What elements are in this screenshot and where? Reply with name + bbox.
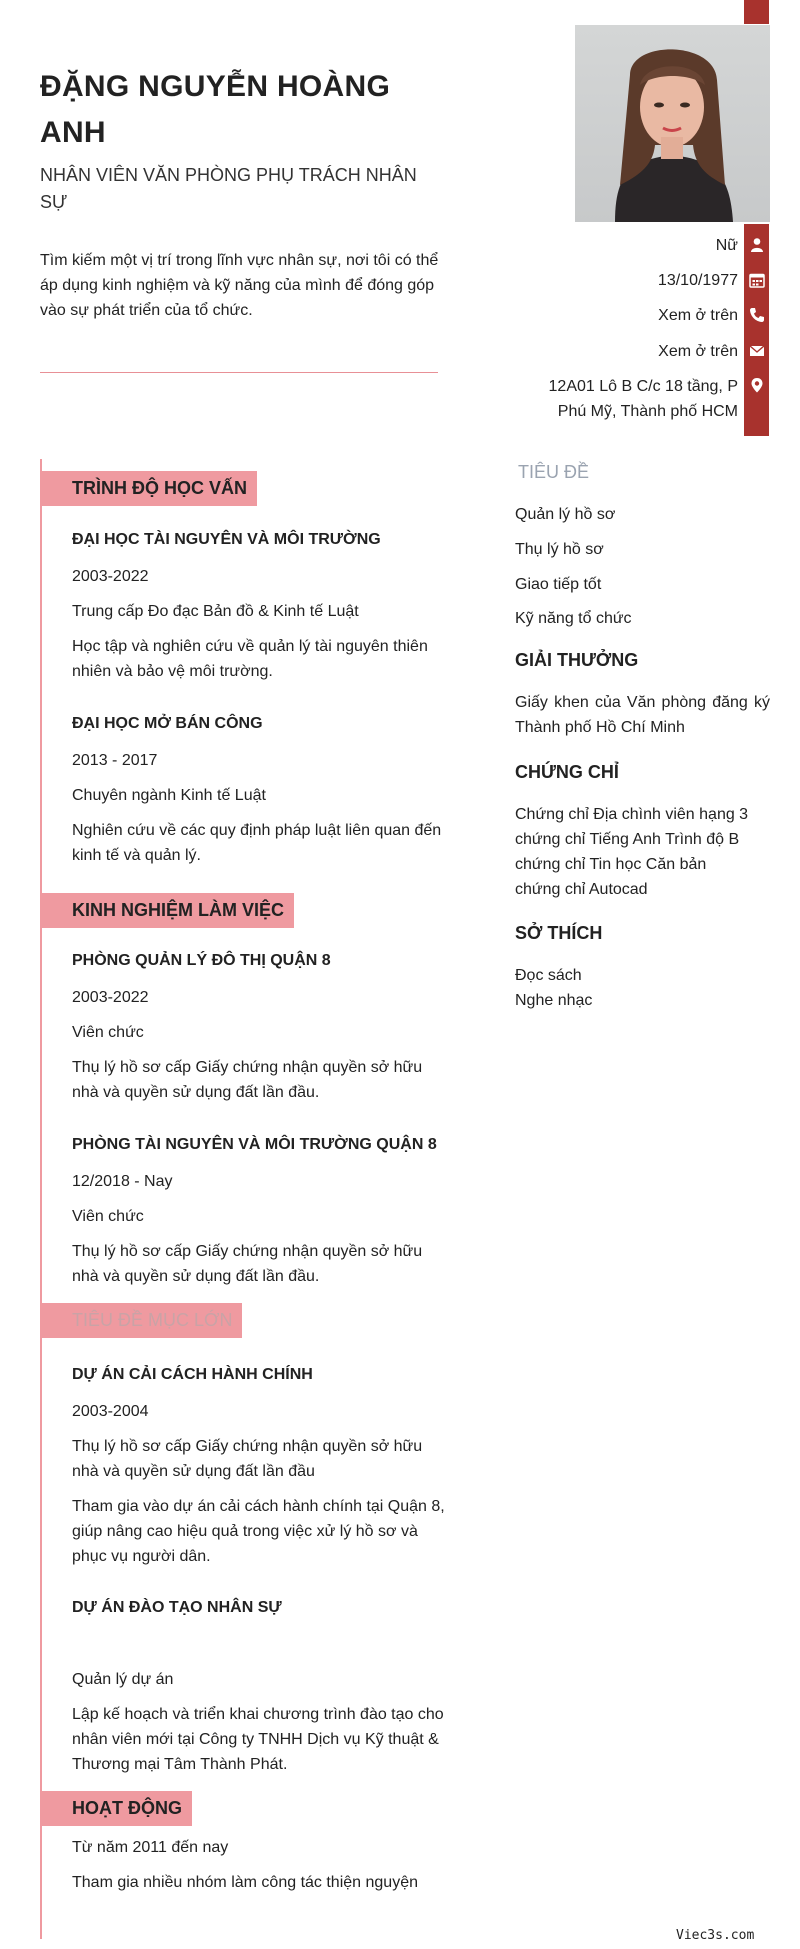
skill-item: Thụ lý hồ sơ — [515, 541, 604, 558]
project-name: DỰ ÁN ĐÀO TẠO NHÂN SỰ — [72, 1599, 282, 1616]
education-major: Trung cấp Đo đạc Bản đồ & Kinh tế Luật — [72, 603, 359, 620]
person-icon — [749, 237, 765, 253]
profile-photo — [575, 25, 770, 222]
gender-value: Nữ — [715, 237, 738, 254]
hobbies-heading: SỞ THÍCH — [515, 923, 603, 943]
education-period: 2013 - 2017 — [72, 752, 158, 769]
education-description: Nghiên cứu về các quy định pháp luật liên quan đến kinh tế và quản lý. — [72, 822, 442, 864]
calendar-icon — [749, 272, 765, 288]
company-name: PHÒNG TÀI NGUYÊN VÀ MÔI TRƯỜNG QUẬN 8 — [72, 1136, 437, 1153]
section-timeline-line — [40, 459, 42, 1939]
school-name: ĐẠI HỌC MỞ BÁN CÔNG — [72, 715, 263, 732]
birthdate-value: 13/10/1977 — [657, 272, 738, 289]
hobby-item: Đọc sách — [515, 967, 582, 984]
experience-position: Viên chức — [72, 1024, 144, 1041]
activity-description: Tham gia nhiều nhóm làm công tác thiện nguyện — [72, 1874, 418, 1891]
skill-item: Quản lý hồ sơ — [515, 506, 616, 523]
education-description: Học tập và nghiên cứu về quản lý tài nguyên thiên nhiên và bảo vệ môi trường. — [72, 638, 428, 680]
education-major: Chuyên ngành Kinh tế Luật — [72, 787, 266, 804]
project-period: 2003-2004 — [72, 1403, 149, 1420]
experience-position: Viên chức — [72, 1208, 144, 1225]
project-description: Lập kế hoạch và triển khai chương trình đào tạo cho nhân viên mới tại Công ty TNHH Dịch vụ Kỹ thuật & Thương mại Tâm Thành Phát. — [72, 1706, 444, 1773]
activities-heading: HOẠT ĐỘNG — [40, 1791, 192, 1826]
accent-bar-top — [744, 0, 769, 24]
certificate-item: chứng chỉ Autocad — [515, 881, 648, 898]
school-name: ĐẠI HỌC TÀI NGUYÊN VÀ MÔI TRƯỜNG — [72, 531, 381, 548]
education-heading: TRÌNH ĐỘ HỌC VẤN — [40, 471, 257, 506]
activity-item — [72, 1835, 448, 1895]
award-text: Giấy khen của Văn phòng đăng ký Thành phố Hồ Chí Minh — [515, 694, 770, 736]
project-description: Tham gia vào dự án cải cách hành chính tại Quận 8, giúp nâng cao hiệu quả trong việc xử lý hồ sơ và phục vụ người dân. — [72, 1498, 445, 1565]
experience-item — [72, 948, 448, 1105]
location-pin-icon — [749, 377, 765, 393]
education-period: 2003-2022 — [72, 568, 149, 585]
activity-period: Từ năm 2011 đến nay — [72, 1839, 229, 1856]
certificate-item: chứng chỉ Tin học Căn bản — [515, 856, 707, 873]
skill-item: Giao tiếp tốt — [515, 576, 602, 593]
project-role: Thụ lý hồ sơ cấp Giấy chứng nhận quyền sở hữu nhà và quyền sử dụng đất lần đầu — [72, 1438, 423, 1480]
job-title: NHÂN VIÊN VĂN PHÒNG PHỤ TRÁCH NHÂN SỰ — [40, 165, 417, 212]
skill-item: Kỹ năng tổ chức — [515, 610, 632, 627]
email-value: Xem ở trên — [658, 343, 738, 360]
candidate-name: ĐẶNG NGUYỄN HOÀNG ANH — [40, 70, 391, 149]
certificates-heading: CHỨNG CHỈ — [515, 762, 619, 782]
contact-icon-bar — [744, 224, 769, 436]
phone-value: Xem ở trên — [658, 307, 738, 324]
project-name: DỰ ÁN CẢI CÁCH HÀNH CHÍNH — [72, 1366, 313, 1383]
project-item — [72, 1362, 448, 1569]
phone-icon — [749, 307, 765, 323]
certificate-item: Chứng chỉ Địa chình viên hạng 3 — [515, 806, 749, 823]
education-item — [72, 711, 448, 868]
education-item — [72, 527, 448, 684]
watermark: Viec3s.com — [676, 1928, 755, 1943]
mail-icon — [749, 343, 765, 359]
experience-item — [72, 1132, 448, 1289]
experience-description: Thụ lý hồ sơ cấp Giấy chứng nhận quyền sở hữu nhà và quyền sử dụng đất lần đầu. — [72, 1059, 423, 1101]
projects-heading: TIÊU ĐỀ MỤC LỚN — [40, 1303, 242, 1338]
experience-description: Thụ lý hồ sơ cấp Giấy chứng nhận quyền sở hữu nhà và quyền sử dụng đất lần đầu. — [72, 1243, 423, 1285]
awards-heading: GIẢI THƯỞNG — [515, 650, 639, 670]
career-objective: Tìm kiếm một vị trí trong lĩnh vực nhân sự, nơi tôi có thể áp dụng kinh nghiệm và kỹ năng của mình để đóng góp vào sự phát triển của tổ chức. — [40, 252, 439, 319]
project-item — [72, 1595, 448, 1777]
address-value: 12A01 Lô B C/c 18 tầng, P Phú Mỹ, Thành phố HCM — [548, 378, 738, 420]
project-role: Quản lý dự án — [72, 1671, 174, 1688]
experience-period: 2003-2022 — [72, 989, 149, 1006]
certificate-item: chứng chỉ Tiếng Anh Trình độ B — [515, 831, 740, 848]
skills-heading: TIÊU ĐỀ — [518, 462, 590, 482]
experience-heading: KINH NGHIỆM LÀM VIỆC — [40, 893, 294, 928]
hobby-item: Nghe nhạc — [515, 992, 593, 1009]
header-divider — [40, 372, 438, 373]
company-name: PHÒNG QUẢN LÝ ĐÔ THỊ QUẬN 8 — [72, 952, 331, 969]
experience-period: 12/2018 - Nay — [72, 1173, 173, 1190]
